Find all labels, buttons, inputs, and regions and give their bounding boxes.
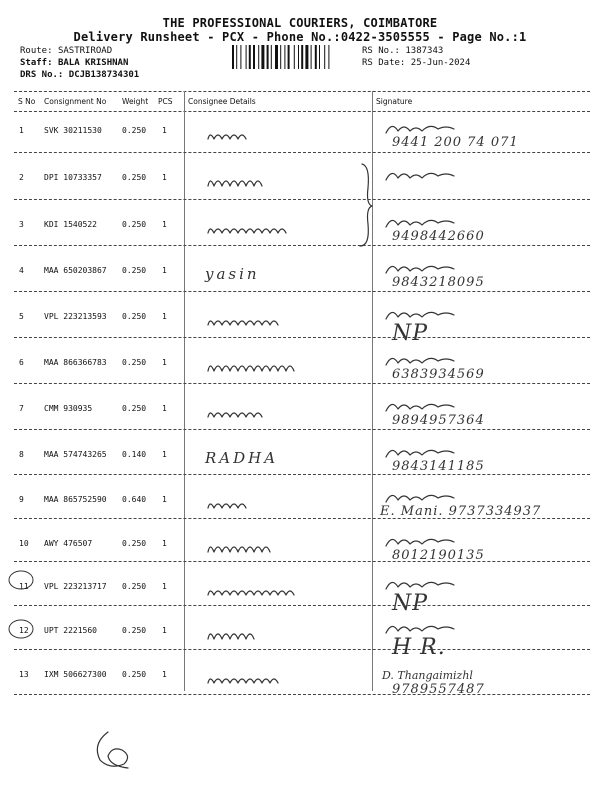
row-weight: 0.250 bbox=[122, 312, 147, 321]
consignee-scribble bbox=[206, 174, 316, 194]
route-value: SASTRIROAD bbox=[57, 46, 113, 56]
row-consignment: KDI 1540522 bbox=[44, 220, 97, 229]
row-consignment: VPL 223213593 bbox=[44, 312, 107, 321]
barcode-bar bbox=[311, 45, 312, 69]
consignee-scribble bbox=[206, 496, 316, 516]
row-pcs: 1 bbox=[162, 670, 167, 679]
barcode-bar bbox=[280, 45, 281, 69]
barcode-bar bbox=[253, 45, 255, 69]
consignee-scribble bbox=[206, 359, 316, 379]
barcode-bar bbox=[284, 45, 285, 69]
barcode-bar bbox=[298, 45, 299, 69]
row-consignment: UPT 2221560 bbox=[44, 626, 97, 635]
row-consignment: IXM 506627300 bbox=[44, 670, 107, 679]
col-header-signature: Signature bbox=[376, 97, 413, 106]
row-weight: 0.140 bbox=[122, 450, 147, 459]
row-separator bbox=[14, 152, 590, 153]
drs-value: DCJB138734301 bbox=[68, 70, 140, 80]
signature-text: 8012190135 bbox=[392, 548, 485, 563]
consignee-scribble bbox=[206, 540, 316, 560]
consignee-scribble bbox=[206, 127, 316, 147]
signature-text: 9441 200 74 071 bbox=[392, 135, 519, 150]
row-weight: 0.250 bbox=[122, 358, 147, 367]
row-pcs: 1 bbox=[162, 404, 167, 413]
bottom-scribble-mark bbox=[88, 726, 138, 772]
route-line bbox=[20, 46, 112, 56]
barcode-bar bbox=[232, 45, 234, 69]
consignee-scribble bbox=[206, 221, 316, 241]
row-pcs: 1 bbox=[162, 266, 167, 275]
row-sno: 10 bbox=[19, 539, 29, 548]
barcode-bar bbox=[294, 45, 295, 69]
row-separator bbox=[14, 337, 590, 338]
row-separator bbox=[14, 518, 590, 519]
drs-line bbox=[20, 70, 139, 80]
barcode-bar bbox=[315, 45, 317, 69]
signature-text: 9843141185 bbox=[392, 459, 485, 474]
row-consignment: MAA 650203867 bbox=[44, 266, 107, 275]
row-pcs: 1 bbox=[162, 220, 167, 229]
rs-date-line bbox=[362, 58, 470, 68]
row-pcs: 1 bbox=[162, 312, 167, 321]
row-pcs: 1 bbox=[162, 450, 167, 459]
signature-scribble bbox=[384, 166, 464, 184]
signature-text: NP bbox=[392, 591, 429, 616]
row-sno: 12 bbox=[19, 626, 29, 635]
signature-text: 6383934569 bbox=[392, 367, 485, 382]
route-label: Route: bbox=[20, 46, 53, 56]
row-weight: 0.250 bbox=[122, 266, 147, 275]
row-pcs: 1 bbox=[162, 173, 167, 182]
row-pcs: 1 bbox=[162, 126, 167, 135]
consignee-scribble bbox=[206, 583, 316, 603]
barcode-bar bbox=[324, 45, 325, 69]
row-sno: 2 bbox=[19, 173, 24, 182]
row-consignment: AWY 476507 bbox=[44, 539, 93, 548]
row-separator bbox=[14, 429, 590, 430]
rs-no-value: 1387343 bbox=[405, 46, 444, 56]
row-separator bbox=[14, 694, 590, 695]
row-weight: 0.250 bbox=[122, 539, 147, 548]
consignee-handwriting: RADHA bbox=[205, 449, 279, 467]
consignee-scribble bbox=[206, 627, 316, 647]
row-consignment: MAA 574743265 bbox=[44, 450, 107, 459]
row-sno: 8 bbox=[19, 450, 24, 459]
row-pcs: 1 bbox=[162, 626, 167, 635]
row-consignment: MAA 865752590 bbox=[44, 495, 107, 504]
runsheet-title: Delivery Runsheet - PCX - Phone No.:0422-3505555 - Page No.:1 bbox=[73, 30, 527, 44]
signature-text: E. Mani. 9737334937 bbox=[380, 504, 542, 519]
row-separator bbox=[14, 561, 590, 562]
row-pcs: 1 bbox=[162, 358, 167, 367]
row-sno: 6 bbox=[19, 358, 24, 367]
circle-mark-12 bbox=[6, 617, 36, 641]
rs-date-value: 25-Jun-2024 bbox=[410, 58, 471, 68]
signature-text: 9843218095 bbox=[392, 275, 485, 290]
barcode-bar bbox=[328, 45, 329, 69]
rs-date-label: RS Date: bbox=[362, 58, 406, 68]
row-weight: 0.250 bbox=[122, 404, 147, 413]
consignee-scribble bbox=[206, 405, 316, 425]
staff-line bbox=[20, 58, 128, 68]
row-separator bbox=[14, 245, 590, 246]
table-header-rule bbox=[14, 111, 590, 112]
staff-value: BALA KRISHNAN bbox=[57, 58, 129, 68]
barcode-bar bbox=[261, 45, 264, 69]
row-separator bbox=[14, 199, 590, 200]
barcode-bar bbox=[275, 45, 278, 69]
row-separator bbox=[14, 383, 590, 384]
signature-name: D. Thangaimizhl bbox=[382, 669, 473, 682]
barcode-bar bbox=[319, 45, 320, 69]
row-weight: 0.640 bbox=[122, 495, 147, 504]
barcode-bar bbox=[301, 45, 303, 69]
row-weight: 0.250 bbox=[122, 126, 147, 135]
row-sno: 13 bbox=[19, 670, 29, 679]
row-separator bbox=[14, 291, 590, 292]
row-weight: 0.250 bbox=[122, 582, 147, 591]
row-separator bbox=[14, 605, 590, 606]
signature-text: 9894957364 bbox=[392, 413, 485, 428]
row-sno: 1 bbox=[19, 126, 24, 135]
signature-text: 9789557487 bbox=[392, 682, 485, 697]
row-sno: 4 bbox=[19, 266, 24, 275]
row-separator bbox=[14, 474, 590, 475]
rs-no-line bbox=[362, 46, 443, 56]
consignee-scribble bbox=[206, 313, 316, 333]
col-header-pcs: PCS bbox=[158, 97, 173, 106]
col-header-consignment: Consignment No bbox=[44, 97, 107, 106]
barcode-bar bbox=[288, 45, 290, 69]
col-header-weight: Weight bbox=[122, 97, 149, 106]
row-sno: 11 bbox=[19, 582, 29, 591]
row-weight: 0.250 bbox=[122, 670, 147, 679]
row-pcs: 1 bbox=[162, 582, 167, 591]
row-consignment: CMM 930935 bbox=[44, 404, 93, 413]
row-sno: 7 bbox=[19, 404, 24, 413]
table-top-rule bbox=[14, 91, 590, 92]
staff-label: Staff: bbox=[20, 58, 53, 68]
rs-no-label: RS No.: bbox=[362, 46, 400, 56]
row-weight: 0.250 bbox=[122, 220, 147, 229]
row-consignment: DPI 10733357 bbox=[44, 173, 102, 182]
signature-text: 9498442660 bbox=[392, 229, 485, 244]
row-consignment: VPL 223213717 bbox=[44, 582, 107, 591]
barcode-bar bbox=[271, 45, 272, 69]
drs-label: DRS No.: bbox=[20, 70, 64, 80]
signature-text: NP bbox=[392, 321, 429, 346]
barcode-bar bbox=[240, 45, 241, 69]
barcode-bar bbox=[236, 45, 237, 69]
row-weight: 0.250 bbox=[122, 173, 147, 182]
barcode-bar bbox=[258, 45, 259, 69]
circle-mark-11 bbox=[6, 568, 36, 592]
signature-text: H R. bbox=[392, 635, 446, 660]
barcode-bar bbox=[249, 45, 251, 69]
consignee-scribble bbox=[206, 671, 316, 691]
company-title: THE PROFESSIONAL COURIERS, COIMBATORE bbox=[162, 16, 438, 30]
row-sno: 9 bbox=[19, 495, 24, 504]
row-pcs: 1 bbox=[162, 495, 167, 504]
barcode-bar bbox=[267, 45, 269, 69]
consignee-column-rule bbox=[184, 91, 185, 691]
row-consignment: MAA 866366783 bbox=[44, 358, 107, 367]
barcode-bar bbox=[246, 45, 247, 69]
row-pcs: 1 bbox=[162, 539, 167, 548]
row-sno: 5 bbox=[19, 312, 24, 321]
row-separator bbox=[14, 649, 590, 650]
col-header-consignee: Consignee Details bbox=[188, 97, 256, 106]
row-sno: 3 bbox=[19, 220, 24, 229]
col-header-sno: S No bbox=[18, 97, 36, 106]
row-consignment: SVK 30211530 bbox=[44, 126, 102, 135]
rows-bracket-mark bbox=[356, 160, 376, 250]
row-weight: 0.250 bbox=[122, 626, 147, 635]
barcode-bar bbox=[305, 45, 308, 69]
barcode bbox=[232, 45, 356, 69]
consignee-handwriting: yasin bbox=[205, 265, 260, 283]
